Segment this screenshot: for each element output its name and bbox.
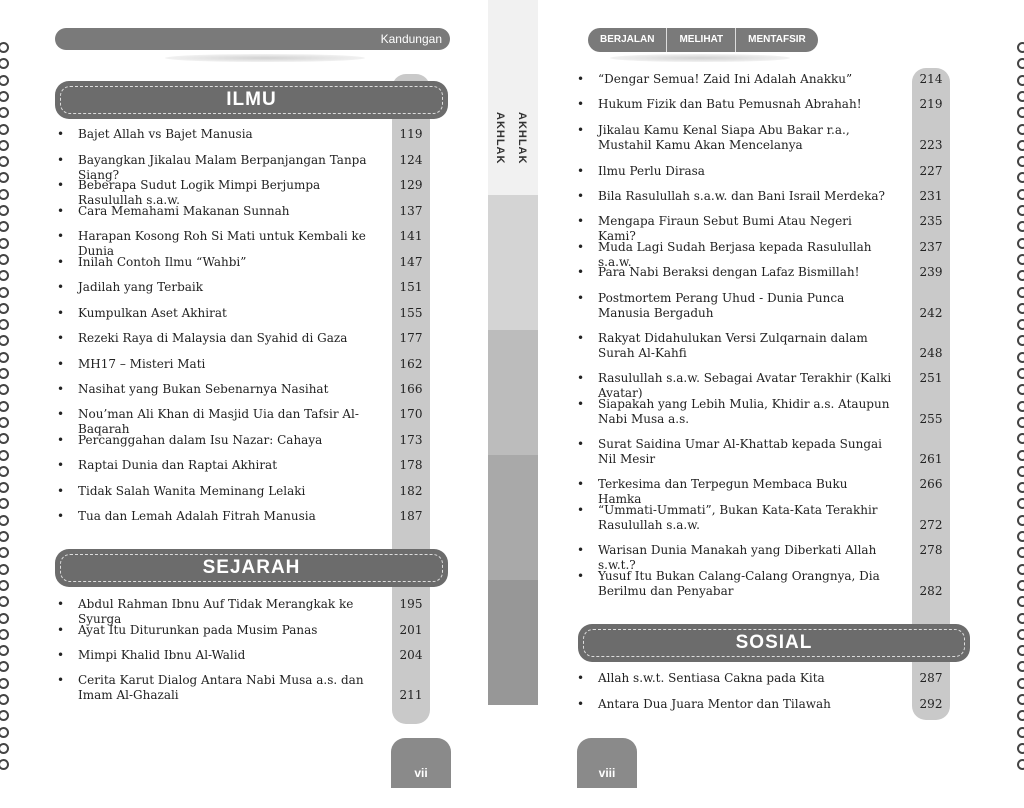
section-banner-sejarah: SEJARAH (55, 549, 448, 587)
toc-entry-page: 166 (399, 382, 423, 396)
toc-entry-page: 170 (399, 407, 423, 421)
spine-label-left: AKHLAK (494, 112, 506, 165)
toc-entry (577, 397, 902, 427)
page-number-tag-right (577, 738, 637, 788)
toc-entry-title: Rakyat Didahulukan Versi Zulqarnain dalam Surah Al-Kahfi (598, 331, 868, 360)
toc-entry-page: 261 (919, 452, 943, 466)
toc-entry-page: 195 (399, 597, 423, 611)
bullet-icon: • (577, 164, 585, 178)
bullet-icon: • (577, 477, 585, 491)
toc-entry-title: Harapan Kosong Roh Si Mati untuk Kembali ke Dunia (78, 229, 366, 258)
bullet-icon: • (57, 407, 65, 421)
toc-entry-page: 248 (919, 346, 943, 360)
toc-entry (57, 673, 382, 703)
toc-entry-title: Ilmu Perlu Dirasa (598, 164, 705, 178)
toc-entry-page: 223 (919, 138, 943, 152)
bullet-icon: • (577, 189, 585, 203)
spine-label-right: AKHLAK (516, 112, 528, 165)
bullet-icon: • (57, 153, 65, 167)
toc-entry-title: Para Nabi Beraksi dengan Lafaz Bismillah! (598, 265, 860, 279)
toc-entry-page: 162 (399, 357, 423, 371)
toc-entry-page: 119 (399, 127, 423, 141)
bullet-icon: • (57, 280, 65, 294)
bullet-icon: • (57, 509, 65, 523)
toc-entry-page: 237 (919, 240, 943, 254)
toc-entry-title: Abdul Rahman Ibnu Auf Tidak Merangkak ke Syurga (78, 597, 354, 626)
bullet-icon: • (57, 673, 65, 687)
toc-entry-page: 242 (919, 306, 943, 320)
bullet-icon: • (57, 178, 65, 192)
page-header: Kandungan (55, 28, 450, 50)
toc-entry-page: 155 (399, 306, 423, 320)
toc-entry-page: 287 (919, 671, 943, 685)
bullet-icon: • (577, 437, 585, 451)
toc-entry-title: Bayangkan Jikalau Malam Berpanjangan Tanpa Siang? (78, 153, 367, 182)
toc-entry (57, 509, 382, 539)
toc-entry-title: Terkesima dan Terpegun Membaca Buku Hamka (598, 477, 848, 506)
toc-entry-title: “Ummati-Ummati”, Bukan Kata-Kata Terakhir Rasulullah s.a.w. (598, 503, 878, 532)
bullet-icon: • (577, 291, 585, 305)
toc-entry (577, 569, 902, 599)
toc-entry-title: Beberapa Sudut Logik Mimpi Berjumpa Rasulullah s.a.w. (78, 178, 321, 207)
toc-entry-title: Yusuf Itu Bukan Calang-Calang Orangnya, Dia Berilmu dan Penyabar (598, 569, 880, 598)
toc-entry (577, 291, 902, 321)
tab-berjalan[interactable]: BERJALAN (588, 28, 667, 52)
toc-entry-page: 251 (919, 371, 943, 385)
toc-entry-title: Ayat Itu Diturunkan pada Musim Panas (78, 623, 318, 637)
page-number-tag (391, 738, 451, 788)
toc-entry-page: 201 (399, 623, 423, 637)
toc-entry-page: 227 (919, 164, 943, 178)
toc-entry-page: 147 (399, 255, 423, 269)
toc-entry-title: Surat Saidina Umar Al-Khattab kepada Sungai Nil Mesir (598, 437, 883, 466)
toc-entry-title: Jadilah yang Terbaik (78, 280, 204, 294)
toc-entry-title: Kumpulkan Aset Akhirat (78, 306, 227, 320)
toc-entry-title: Mengapa Firaun Sebut Bumi Atau Negeri Kami? (598, 214, 852, 243)
section-banner-ilmu: ILMU (55, 81, 448, 119)
toc-entry-page: 282 (919, 584, 943, 598)
toc-entry-title: Postmortem Perang Uhud - Dunia Punca Manusia Bergaduh (598, 291, 845, 320)
bullet-icon: • (577, 569, 585, 583)
toc-entry-title: Antara Dua Juara Mentor dan Tilawah (598, 697, 831, 711)
bullet-icon: • (57, 623, 65, 637)
bullet-icon: • (577, 265, 585, 279)
bullet-icon: • (577, 503, 585, 517)
toc-entry (577, 437, 902, 467)
section-banner-sosial: SOSIAL (578, 624, 970, 662)
toc-entry-page: 255 (919, 412, 943, 426)
toc-entry-page: 177 (399, 331, 423, 345)
toc-entry-title: Jikalau Kamu Kenal Siapa Abu Bakar r.a., Mustahil Kamu Akan Mencelanya (598, 123, 850, 152)
toc-entry-title: Tua dan Lemah Adalah Fitrah Manusia (78, 509, 316, 523)
toc-entry-title: Nou’man Ali Khan di Masjid Uia dan Tafsir Al-Baqarah (78, 407, 359, 436)
toc-entry-page: 187 (399, 509, 423, 523)
toc-entry-title: Nasihat yang Bukan Sebenarnya Nasihat (78, 382, 329, 396)
bullet-icon: • (57, 484, 65, 498)
left-page (0, 0, 488, 788)
toc-entry-title: Raptai Dunia dan Raptai Akhirat (78, 458, 278, 472)
toc-entry (577, 123, 902, 153)
bullet-icon: • (57, 204, 65, 218)
toc-entry-page: 182 (399, 484, 423, 498)
toc-entry-page: 278 (919, 543, 943, 557)
bullet-icon: • (57, 458, 65, 472)
toc-entry (577, 331, 902, 361)
toc-entry-title: Rasulullah s.a.w. Sebagai Avatar Terakhir (Kalki Avatar) (598, 371, 892, 400)
bullet-icon: • (57, 433, 65, 447)
toc-entry-title: Bajet Allah vs Bajet Manusia (78, 127, 253, 141)
bullet-icon: • (57, 382, 65, 396)
toc-entry-title: Bila Rasulullah s.a.w. dan Bani Israil Merdeka? (598, 189, 885, 203)
page-number: vii (414, 766, 428, 780)
bullet-icon: • (577, 697, 585, 711)
section-tabs (588, 28, 818, 52)
toc-entry-page: 266 (919, 477, 943, 491)
bullet-icon: • (57, 648, 65, 662)
toc-entry-page: 173 (399, 433, 423, 447)
toc-entry-title: Inilah Contoh Ilmu “Wahbi” (78, 255, 247, 269)
bullet-icon: • (57, 127, 65, 141)
bullet-icon: • (577, 97, 585, 111)
toc-entry-page: 124 (399, 153, 423, 167)
page-number-right: viii (598, 766, 616, 780)
tab-mentafsir[interactable]: MENTAFSIR (748, 34, 806, 45)
toc-entry-title: Cerita Karut Dialog Antara Nabi Musa a.s. dan Imam Al-Ghazali (78, 673, 364, 702)
toc-entry-page: 204 (399, 648, 423, 662)
bullet-icon: • (577, 240, 585, 254)
toc-entry-page: 211 (399, 688, 423, 702)
toc-entry (577, 697, 902, 727)
bullet-icon: • (577, 397, 585, 411)
toc-entry-title: Percanggahan dalam Isu Nazar: Cahaya (78, 433, 323, 447)
toc-entry-page: 292 (919, 697, 943, 711)
toc-entry-title: Cara Memahami Makanan Sunnah (78, 204, 290, 218)
bullet-icon: • (57, 306, 65, 320)
toc-entry-page: 178 (399, 458, 423, 472)
bullet-icon: • (577, 543, 585, 557)
toc-entry-title: MH17 – Misteri Mati (78, 357, 206, 371)
toc-entry-page: 214 (919, 72, 943, 86)
toc-entry-title: Muda Lagi Sudah Berjasa kepada Rasulullah s.a.w. (598, 240, 872, 269)
bullet-icon: • (57, 597, 65, 611)
toc-entry-title: Mimpi Khalid Ibnu Al-Walid (78, 648, 246, 662)
toc-entry-page: 151 (399, 280, 423, 294)
toc-entry-title: Siapakah yang Lebih Mulia, Khidir a.s. Ataupun Nabi Musa a.s. (598, 397, 890, 426)
toc-entry-title: Warisan Dunia Manakah yang Diberkati Allah s.w.t.? (598, 543, 877, 572)
toc-entry-title: Hukum Fizik dan Batu Pemusnah Abrahah! (598, 97, 862, 111)
toc-entry-page: 239 (919, 265, 943, 279)
bullet-icon: • (577, 214, 585, 228)
bullet-icon: • (577, 331, 585, 345)
bullet-icon: • (57, 255, 65, 269)
toc-entry-title: Tidak Salah Wanita Meminang Lelaki (78, 484, 306, 498)
tab-melihat[interactable]: MELIHAT (667, 28, 736, 52)
bullet-icon: • (577, 72, 585, 86)
toc-entry-page: 137 (399, 204, 423, 218)
toc-entry (577, 503, 902, 533)
bullet-icon: • (577, 671, 585, 685)
toc-entry-page: 272 (919, 518, 943, 532)
bullet-icon: • (577, 123, 585, 137)
toc-entry-page: 129 (399, 178, 423, 192)
center-divider-tab (488, 0, 538, 788)
bullet-icon: • (57, 357, 65, 371)
toc-entry-title: “Dengar Semua! Zaid Ini Adalah Anakku” (598, 72, 853, 86)
toc-entry-page: 219 (919, 97, 943, 111)
bullet-icon: • (57, 331, 65, 345)
bullet-icon: • (57, 229, 65, 243)
toc-entry-page: 141 (399, 229, 423, 243)
toc-entry-page: 235 (919, 214, 943, 228)
toc-entry-title: Rezeki Raya di Malaysia dan Syahid di Gaza (78, 331, 348, 345)
bullet-icon: • (577, 371, 585, 385)
toc-entry-title: Allah s.w.t. Sentiasa Cakna pada Kita (598, 671, 825, 685)
toc-entry-page: 231 (919, 189, 943, 203)
